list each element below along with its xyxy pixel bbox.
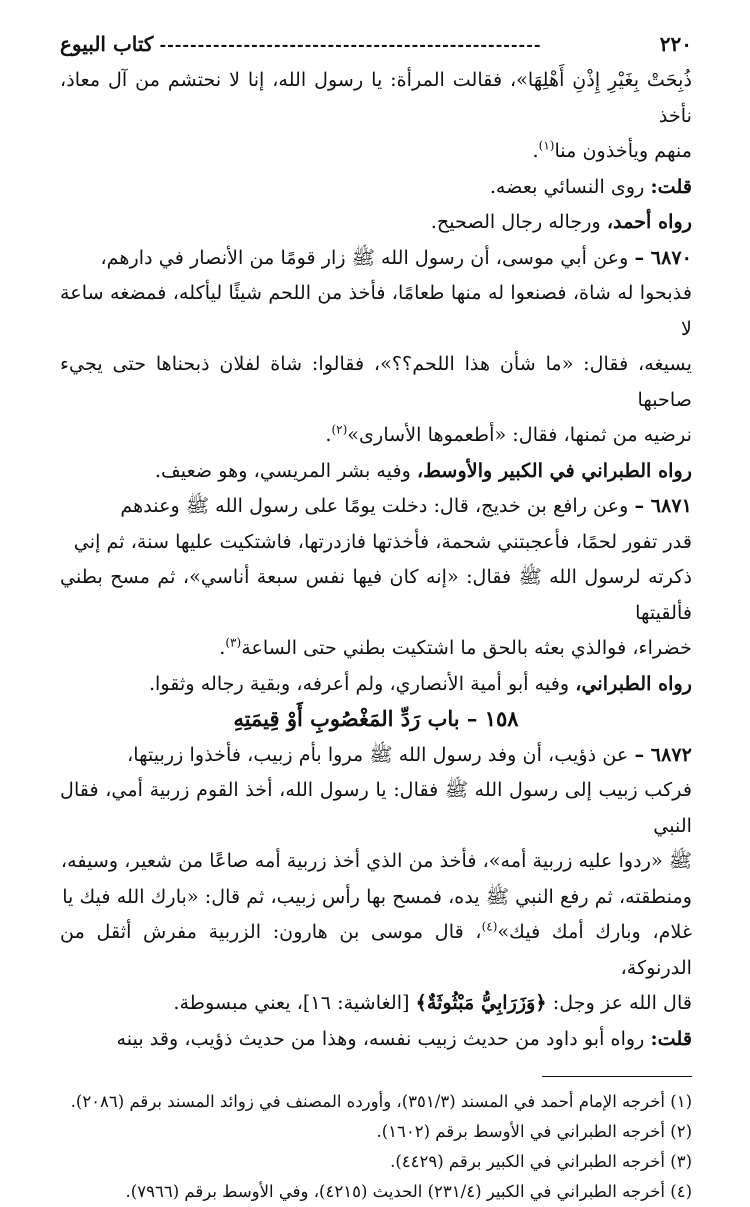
footnote-item: (٢) أخرجه الطبراني في الأوسط برقم (١٦٠٢). bbox=[376, 1122, 692, 1141]
footnote-item: (١) أخرجه الإمام أحمد في المسند (٣٥١/٣)، وأورده المصنف في زوائد المسند برقم (٢٠٨٦). bbox=[70, 1092, 692, 1111]
text-span: ﷺ «ردوا عليه زربية أمه»، فأخذ من الذي أخذ زربية أمه صاعًا من شعير، وسيفه، bbox=[60, 849, 692, 872]
text-span: قال الله عز وجل: bbox=[546, 991, 692, 1014]
text-span: ومنطقته، ثم رفع النبي ﷺ يده، فمسح بها رأس زبيب، ثم قال: «بارك الله فيك يا bbox=[62, 884, 692, 908]
text-span: منهم ويأخذون منا bbox=[554, 139, 692, 162]
rawah-label: رواه أحمد، bbox=[606, 210, 692, 233]
footnote-ref: (١) bbox=[538, 138, 555, 153]
header-dash-rule: -------------------------------------------------- bbox=[159, 34, 542, 54]
rawah-paragraph bbox=[60, 666, 692, 702]
hadith-6870-line bbox=[60, 240, 692, 276]
text-span: وعن أبي موسى، أن رسول الله ﷺ زار قومًا من الأنصار في دارهم، bbox=[100, 245, 635, 269]
text-span: وفيه أبو أمية الأنصاري، ولم أعرفه، وبقية رجاله وثقوا. bbox=[148, 671, 576, 695]
hadith-6871-line bbox=[60, 488, 692, 524]
rawah-label: رواه الطبراني في الكبير والأوسط، bbox=[417, 458, 692, 482]
qult-label: قلت: bbox=[650, 174, 692, 198]
page-number: ٢٢٠ bbox=[659, 32, 692, 56]
footnote-ref: (٢) bbox=[331, 422, 348, 437]
rawah-label: رواه الطبراني، bbox=[575, 671, 692, 695]
footnote-ref: (٤) bbox=[481, 919, 498, 934]
text-line bbox=[60, 630, 692, 666]
rawah-paragraph bbox=[60, 453, 692, 489]
hadith-number: ٦٨٧١ – bbox=[634, 494, 692, 517]
footnote-ref: (٣) bbox=[225, 635, 242, 650]
text-span: فذبحوا له شاة، فصنعوا له منها طعامًا، فأخذ من اللحم شيئًا ليأكله، فمضغه ساعة لا bbox=[60, 281, 692, 340]
text-span: ، قال موسى بن هارون: الزربية مفرش أثقل من الدرنوكة، bbox=[60, 920, 692, 979]
text-line bbox=[60, 559, 692, 630]
text-span: غلام، وبارك أمك فيك» bbox=[497, 920, 692, 943]
text-span: وعن رافع بن خديج، قال: دخلت يومًا على رسول الله ﷺ وعندهم bbox=[120, 494, 635, 517]
text-span: قدر تفور لحمًا، فأعجبتني شحمة، فأخذتها فازدرتها، فاشتكيت عليها سنة، ثم إني bbox=[73, 529, 692, 553]
text-line bbox=[60, 275, 692, 346]
footnote-item: (٤) أخرجه الطبراني في الكبير (٢٣١/٤) الحديث (٤٢١٥)، وفي الأوسط برقم (٧٩٦٦). bbox=[125, 1182, 692, 1201]
page-body bbox=[60, 62, 692, 1056]
text-line bbox=[60, 914, 692, 985]
text-span: روى النسائي بعضه. bbox=[489, 174, 651, 198]
text-span: نرضيه من ثمنها، فقال: «أطعموها الأسارى» bbox=[347, 423, 692, 446]
hadith-6872-line bbox=[60, 737, 692, 773]
rawah-paragraph bbox=[60, 204, 692, 240]
hadith-number: ٦٨٧٠ – bbox=[634, 245, 692, 269]
text-line bbox=[60, 524, 692, 560]
text-line bbox=[60, 346, 692, 417]
book-title: كتاب البيوع bbox=[60, 32, 154, 56]
page-header bbox=[60, 26, 692, 62]
text-span: [الغاشية: ١٦]، يعني مبسوطة. bbox=[173, 991, 416, 1014]
text-line bbox=[60, 843, 692, 879]
text-line bbox=[60, 417, 692, 453]
text-line bbox=[60, 62, 692, 133]
text-span: ذُبِحَتْ بِغَيْرِ إِذْنِ أَهْلِهَا»، فقالت المرأة: يا رسول الله، إنا لا نحتشم من آل معاذ، نأخذ bbox=[60, 68, 692, 127]
quran-verse: ﴿وَزَرَابِيُّ مَبْثُوثَةٌ﴾ bbox=[415, 991, 547, 1014]
qult-paragraph bbox=[60, 1021, 692, 1057]
footnotes bbox=[60, 1087, 692, 1207]
text-span: وفيه بشر المريسي، وهو ضعيف. bbox=[154, 458, 417, 482]
qult-label: قلت: bbox=[650, 1026, 692, 1050]
chapter-heading: ١٥٨ – باب رَدِّ المَغْصُوبِ أَوْ قِيمَتِهِ bbox=[233, 706, 519, 731]
text-line bbox=[60, 133, 692, 169]
qult-paragraph bbox=[60, 169, 692, 205]
text-span: رواه أبو داود من حديث زبيب نفسه، وهذا من حديث ذؤيب، وقد بينه bbox=[116, 1026, 651, 1050]
text-span: ذكرته لرسول الله ﷺ فقال: «إنه كان فيها نفس سبعة أناسي»، ثم مسح بطني فألقيتها bbox=[60, 565, 692, 624]
text-line bbox=[60, 879, 692, 915]
text-line bbox=[60, 985, 692, 1021]
text-span: خضراء، فوالذي بعثه بالحق ما اشتكيت بطني حتى الساعة bbox=[241, 636, 692, 659]
text-span: عن ذؤيب، أن وفد رسول الله ﷺ مروا بأم زبيب، فأخذوا زربيتها، bbox=[127, 742, 635, 766]
text-span: يسيغه، فقال: «ما شأن هذا اللحم؟؟»، فقالوا: شاة لفلان ذبحناها حتى يجيء صاحبها bbox=[60, 352, 692, 411]
footnote-item: (٣) أخرجه الطبراني في الكبير برقم (٤٤٢٩). bbox=[390, 1152, 692, 1171]
text-span: . bbox=[325, 423, 332, 446]
text-span: فركب زبيب إلى رسول الله ﷺ فقال: يا رسول الله، أخذ القوم زربية أمي، فقال النبي bbox=[60, 778, 692, 837]
text-span: ورجاله رجال الصحيح. bbox=[430, 210, 607, 233]
text-span: . bbox=[219, 636, 226, 659]
text-span: . bbox=[532, 139, 539, 162]
footnote-divider bbox=[542, 1076, 692, 1077]
hadith-number: ٦٨٧٢ – bbox=[634, 742, 692, 766]
text-line bbox=[60, 772, 692, 843]
